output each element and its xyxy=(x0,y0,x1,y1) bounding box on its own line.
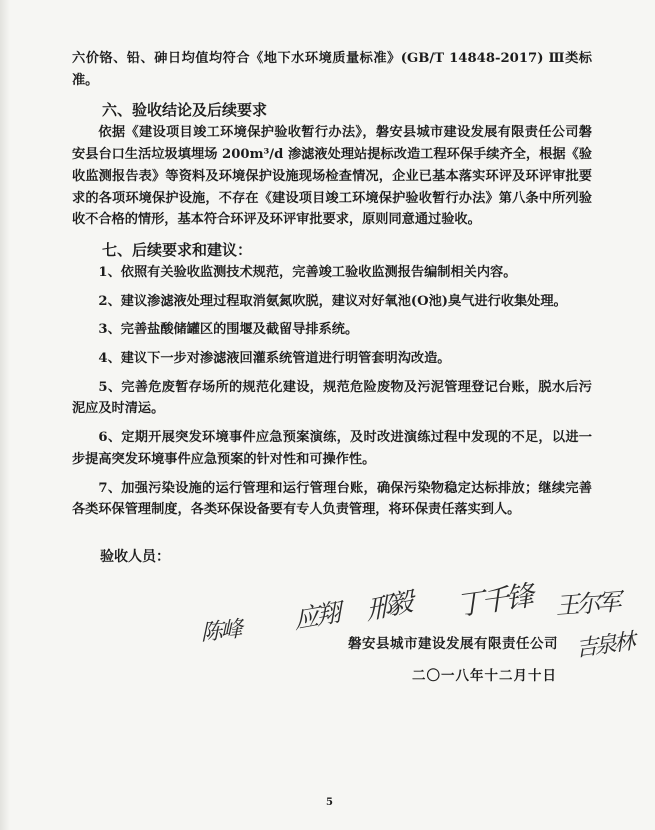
handwritten-signature: 邢毅 xyxy=(365,586,415,628)
list-item-1: 1、依照有关验收监测技术规范，完善竣工验收监测报告编制相关内容。 xyxy=(98,264,517,280)
handwritten-signature: 王尔军 xyxy=(555,587,623,621)
list-item-3: 3、完善盐酸储罐区的围堰及截留导排系统。 xyxy=(98,322,359,338)
list-item-2: 2、建议渗滤液处理过程取消氨氮吹脱，建议对好氧池(O池)臭气进行收集处理。 xyxy=(98,293,567,309)
list-item-5: 5、完善危废暂存场所的规范化建设，规范危险废物及污泥管理登记台账，脱水后污泥应及时清运。 xyxy=(72,379,592,417)
paragraph-groundwater-standard: 六价铬、铅、砷日均值均符合《地下水环境质量标准》(GB/T 14848-2017) Ⅲ类标准。 xyxy=(72,51,592,88)
handwritten-signature: 丁千锋 xyxy=(456,578,536,623)
document-body xyxy=(72,48,592,569)
scan-edge-shadow xyxy=(0,0,10,830)
handwritten-signature: 吉泉林 xyxy=(575,628,637,663)
list-item-7: 7、加强污染设施的运行管理和运行管理台账，确保污染物稳定达标排放；继续完善各类环保管理制度，各类环保设备要有专人负责管理，将环保责任落实到人。 xyxy=(72,480,592,518)
list-item-6: 6、定期开展突发环境事件应急预案演练，及时改进演练过程中发现的不足，以进一步提高突发环境事件应急预案的针对性和可操作性。 xyxy=(72,430,592,467)
section-7-heading: 七、后续要求和建议： xyxy=(102,240,253,259)
section-6-heading: 六、验收结论及后续要求 xyxy=(102,101,268,120)
handwritten-signature: 陈峰 xyxy=(199,616,246,647)
section-6-paragraph: 依据《建设项目竣工环境保护验收暂行办法》，磐安县城市建设发展有限责任公司磐安县台口生活垃圾填埋场 200m³/d 渗滤液处理站提标改造工程环保手续齐全，根据《验收监测报告表》等资料及环境保护设施现场检查情况，企业已基本落实环评及环评审批要求的各项环境保护设施，不存在《建设项目竣工环境保护验收暂行办法》第八条中所列验收不合格的情形，基本符合环评及环评审批要求，原则同意通过验收。 xyxy=(72,125,592,228)
company-name: 磐安县城市建设发展有限责任公司 xyxy=(348,636,558,652)
handwritten-signature: 应翔 xyxy=(294,596,343,635)
page-number: 5 xyxy=(326,797,333,808)
acceptance-personnel-label: 验收人员： xyxy=(100,548,170,565)
document-date: 二〇一八年十二月十日 xyxy=(412,668,557,684)
list-item-4: 4、建议下一步对渗滤液回灌系统管道进行明管套明沟改造。 xyxy=(98,351,451,367)
